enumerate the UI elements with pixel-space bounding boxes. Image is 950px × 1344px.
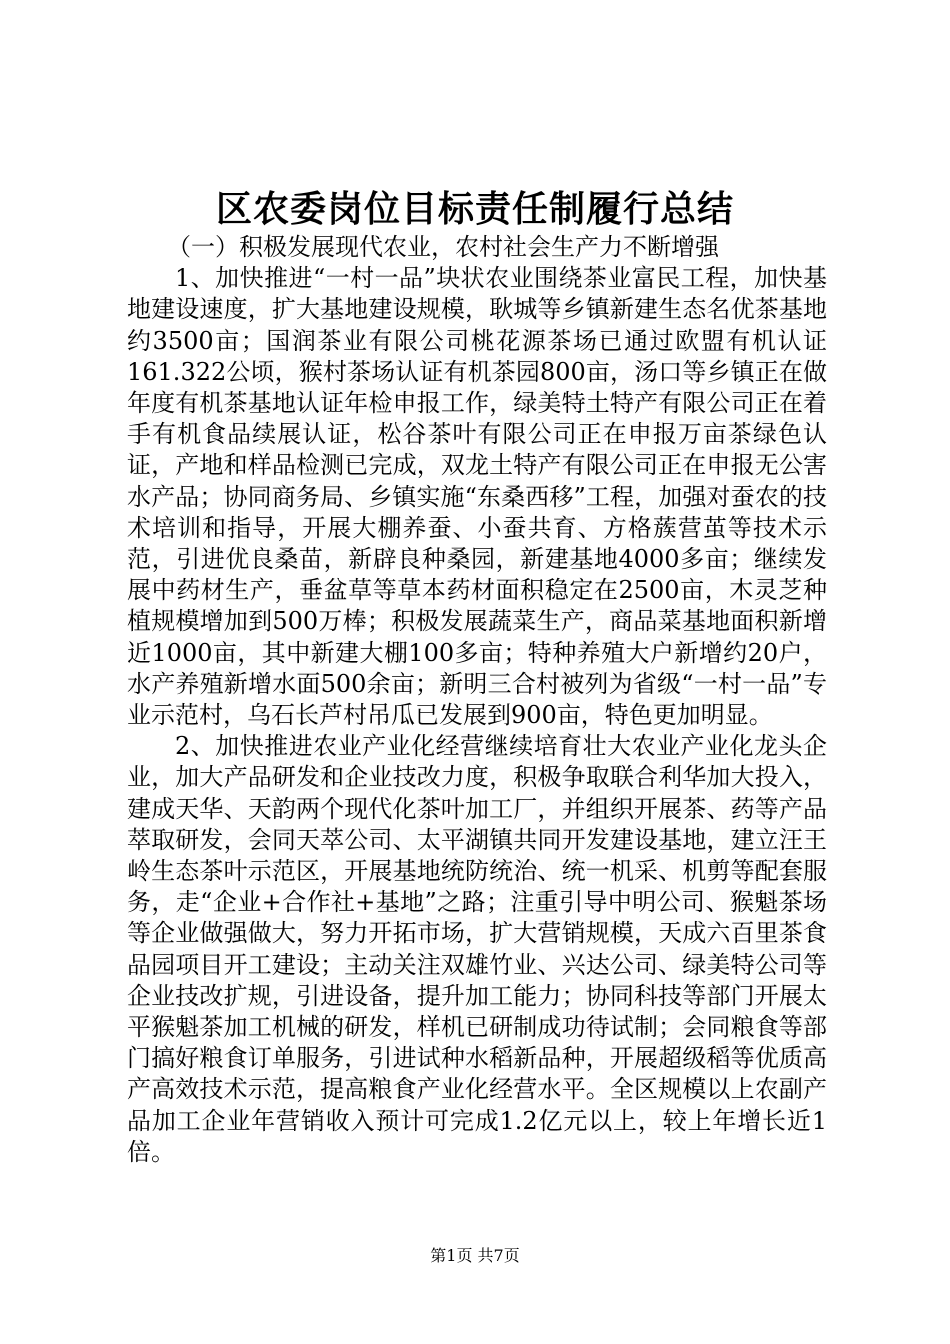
document-title: 区农委岗位目标责任制履行总结 [215, 188, 734, 230]
document-body [127, 232, 827, 1168]
page-number-footer: 第1页 共7页 [430, 1246, 520, 1265]
section-heading: （一）积极发展现代农业，农村社会生产力不断增强 [167, 233, 719, 261]
paragraph-1: 1、加快推进“一村一品”块状农业围绕茶业富民工程，加快基地建设速度，扩大基地建设规模，耿城等乡镇新建生态名优茶基地约3500亩；国润茶业有限公司桃花源茶场已通过欧盟有机认证161.322公顷，猴村茶场认证有机茶园800亩，汤口等乡镇正在做年度有机茶基地认证年检申报工作，绿美特土特产有限公司正在着手有机食品续展认证，松谷茶叶有限公司正在申报万亩茶绿色认证，产地和样品检测已完成，双龙土特产有限公司正在申报无公害水产品；协同商务局、乡镇实施“东桑西移”工程，加强对蚕农的技术培训和指导，开展大棚养蚕、小蚕共育、方格蔟营茧等技术示范，引进优良桑苗，新辟良种桑园，新建基地4000多亩；继续发展中药材生产，垂盆草等草本药材面积稳定在2500亩，木灵芝种植规模增加到500万棒；积极发展蔬菜生产，商品菜基地面积新增近1000亩，其中新建大棚100多亩；特种养殖大户新增约20户，水产养殖新增水面500余亩；新明三合村被列为省级“一村一品”专业示范村，乌石长芦村吊瓜已发展到900亩，特色更加明显。 [127, 264, 827, 730]
paragraph-2: 2、加快推进农业产业化经营继续培育壮大农业产业化龙头企业，加大产品研发和企业技改力度，积极争取联合利华加大投入，建成天华、天韵两个现代化茶叶加工厂，并组织开展茶、药等产品萃取研发，会同天萃公司、太平湖镇共同开发建设基地，建立汪王岭生态茶叶示范区，开展基地统防统治、统一机采、机剪等配套服务，走“企业+合作社+基地”之路；注重引导中明公司、猴魁茶场等企业做强做大，努力开拓市场，扩大营销规模，天成六百里茶食品园项目开工建设；主动关注双雄竹业、兴达公司、绿美特公司等企业技改扩规，引进设备，提升加工能力；协同科技等部门开展太平猴魁茶加工机械的研发，样机已研制成功待试制；会同粮食等部门搞好粮食订单服务，引进试种水稻新品种，开展超级稻等优质高产高效技术示范，提高粮食产业化经营水平。全区规模以上农副产品加工企业年营销收入预计可完成1.2亿元以上，较上年增长近1倍。 [127, 732, 827, 1166]
